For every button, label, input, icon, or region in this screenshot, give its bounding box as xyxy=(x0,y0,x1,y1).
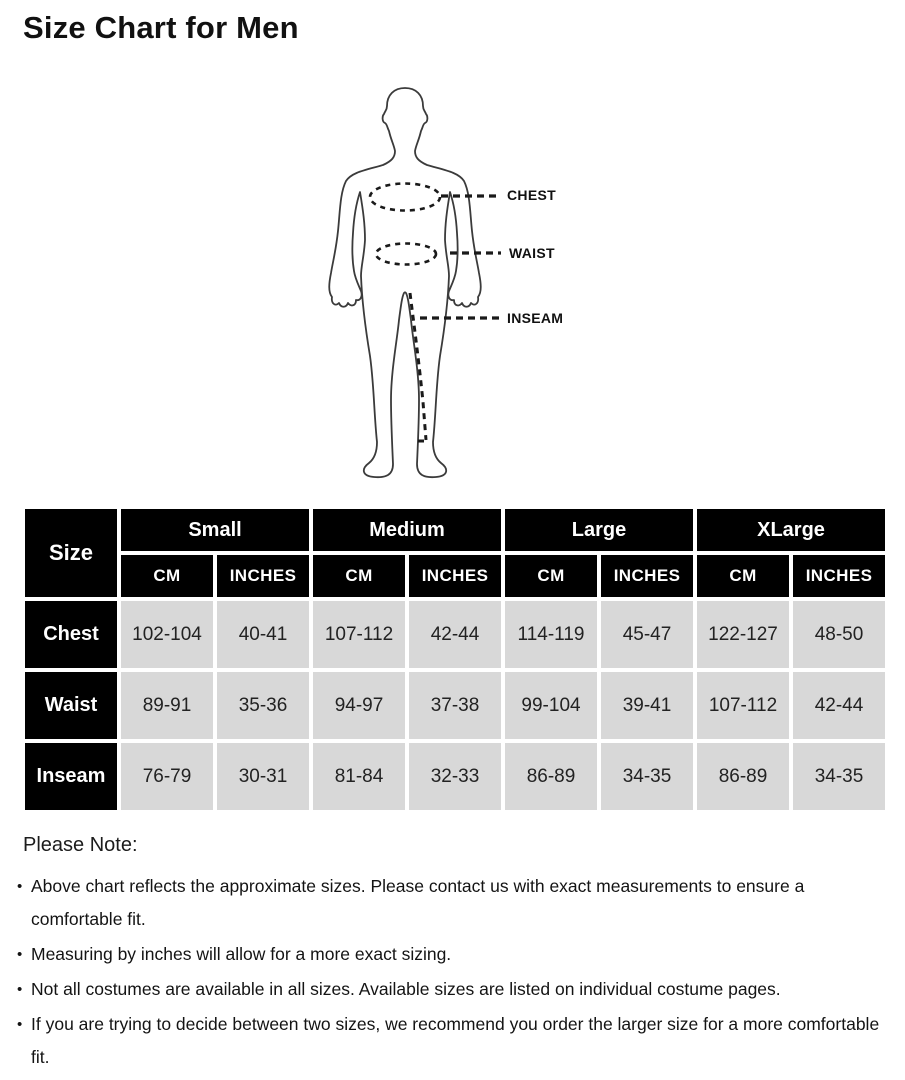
size-value-cell: 42-44 xyxy=(407,599,503,670)
size-group-header-medium: Medium xyxy=(311,507,503,553)
size-group-header-small: Small xyxy=(119,507,311,553)
waist-label: WAIST xyxy=(509,245,555,261)
table-row-waist xyxy=(23,670,887,741)
size-value-cell: 94-97 xyxy=(311,670,407,741)
notes-heading: Please Note: xyxy=(23,834,138,856)
size-value-cell: 37-38 xyxy=(407,670,503,741)
page-title: Size Chart for Men xyxy=(23,10,299,45)
unit-header-inches: INCHES xyxy=(407,553,503,599)
notes-section xyxy=(14,834,892,1076)
size-value-cell: 76-79 xyxy=(119,741,215,812)
inseam-label: INSEAM xyxy=(507,310,564,326)
row-label-waist: Waist xyxy=(23,670,119,741)
size-value-cell: 40-41 xyxy=(215,599,311,670)
unit-header-inches: INCHES xyxy=(791,553,887,599)
unit-header-inches: INCHES xyxy=(599,553,695,599)
note-item: • Above chart reflects the approximate sizes. Please contact us with exact measurements to ensure a comfortable fit. xyxy=(14,870,892,936)
male-body-outline-icon xyxy=(329,88,481,477)
size-corner-header: Size xyxy=(23,507,119,599)
unit-header-cm: CM xyxy=(503,553,599,599)
size-value-cell: 45-47 xyxy=(599,599,695,670)
unit-header-inches: INCHES xyxy=(215,553,311,599)
size-value-cell: 34-35 xyxy=(791,741,887,812)
size-value-cell: 35-36 xyxy=(215,670,311,741)
size-value-cell: 86-89 xyxy=(503,741,599,812)
table-header-row-groups xyxy=(23,507,887,553)
size-group-header-xlarge: XLarge xyxy=(695,507,887,553)
size-value-cell: 30-31 xyxy=(215,741,311,812)
size-value-cell: 42-44 xyxy=(791,670,887,741)
size-value-cell: 39-41 xyxy=(599,670,695,741)
row-label-inseam: Inseam xyxy=(23,741,119,812)
size-value-cell: 86-89 xyxy=(695,741,791,812)
unit-header-cm: CM xyxy=(311,553,407,599)
size-value-cell: 81-84 xyxy=(311,741,407,812)
chest-label: CHEST xyxy=(507,187,556,203)
size-table xyxy=(21,505,889,814)
unit-header-cm: CM xyxy=(119,553,215,599)
table-row-inseam xyxy=(23,741,887,812)
size-value-cell: 114-119 xyxy=(503,599,599,670)
size-value-cell: 48-50 xyxy=(791,599,887,670)
note-item: • If you are trying to decide between two sizes, we recommend you order the larger size for a more comfortable fit. xyxy=(14,1008,892,1074)
size-value-cell: 32-33 xyxy=(407,741,503,812)
note-item: • Measuring by inches will allow for a more exact sizing. xyxy=(14,938,892,971)
row-label-chest: Chest xyxy=(23,599,119,670)
size-value-cell: 102-104 xyxy=(119,599,215,670)
size-value-cell: 107-112 xyxy=(311,599,407,670)
body-measurement-diagram xyxy=(0,0,905,500)
notes-list xyxy=(14,870,892,1074)
size-value-cell: 89-91 xyxy=(119,670,215,741)
size-value-cell: 122-127 xyxy=(695,599,791,670)
table-row-chest xyxy=(23,599,887,670)
table-header-row-units xyxy=(23,553,887,599)
unit-header-cm: CM xyxy=(695,553,791,599)
size-value-cell: 99-104 xyxy=(503,670,599,741)
size-value-cell: 107-112 xyxy=(695,670,791,741)
note-item: • Not all costumes are available in all sizes. Available sizes are listed on individual costume pages. xyxy=(14,973,892,1006)
size-value-cell: 34-35 xyxy=(599,741,695,812)
size-group-header-large: Large xyxy=(503,507,695,553)
